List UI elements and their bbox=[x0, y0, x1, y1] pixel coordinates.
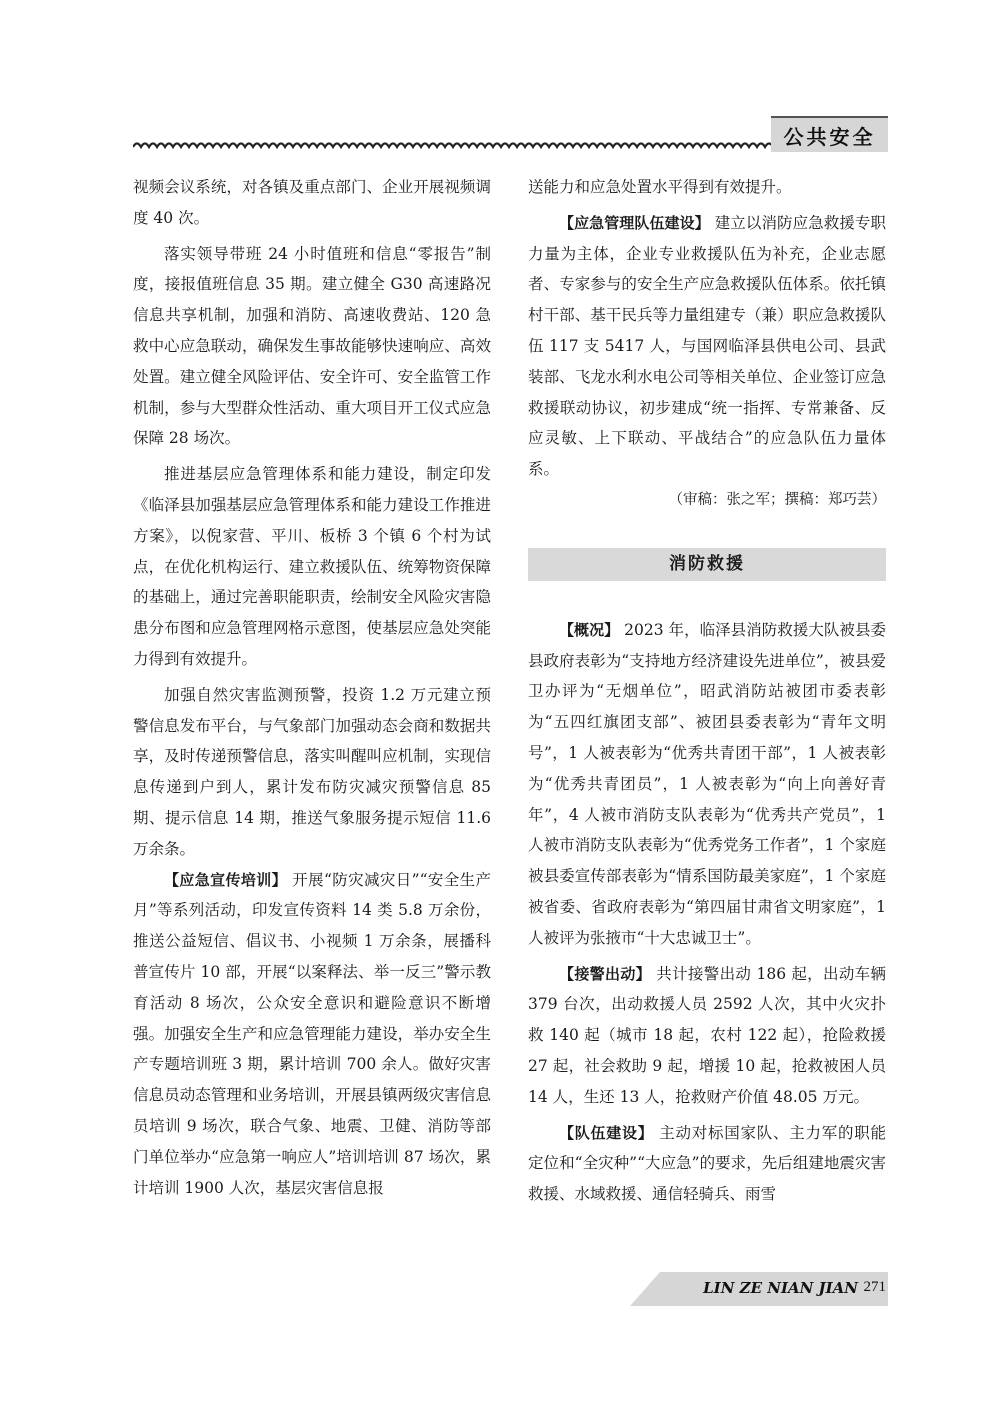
page-footer bbox=[630, 1272, 888, 1306]
section-heading-bar bbox=[528, 548, 886, 581]
section-keyword: 【队伍建设】 bbox=[559, 1123, 654, 1142]
section-heading: 消防救援 bbox=[669, 553, 745, 574]
paragraph bbox=[133, 865, 491, 1204]
section-keyword: 【概况】 bbox=[559, 620, 620, 639]
paragraph-text: 主动对标国家队、主力军的职能定位和“全灾种”“大应急”的要求，先后组建地震灾害救援、水域救援、通信轻骑兵、雨雪 bbox=[528, 1123, 886, 1204]
paragraph bbox=[528, 208, 886, 485]
paragraph bbox=[528, 1118, 886, 1210]
header-wave-divider bbox=[133, 137, 773, 153]
footer-title: LIN ZE NIAN JIAN bbox=[703, 1279, 858, 1297]
page-number: 271 bbox=[863, 1279, 886, 1295]
section-keyword: 【应急宣传培训】 bbox=[164, 870, 287, 889]
paragraph-text: 共计接警出动 186 起，出动车辆 379 台次，出动救援人员 2592 人次，其中火灾扑救 140 起（城市 18 起，农村 122 起），抢险救援 27 起，社会救助 9 起，增援 10 起，抢救被困人员 14 人，生还 13 人，抢救财产价值 48.05 万元。 bbox=[528, 964, 886, 1106]
paragraph: 推进基层应急管理体系和能力建设，制定印发《临泽县加强基层应急管理体系和能力建设工作推进方案》，以倪家营、平川、板桥 3 个镇 6 个村为试点，在优化机构运行、建立救援队伍、统筹物资保障的基础上，通过完善职能职责，绘制安全风险灾害隐患分布图和应急管理网格示意图，使基层应急处突能力得到有效提升。 bbox=[133, 465, 491, 668]
left-column bbox=[133, 172, 491, 1203]
paragraph-text: 开展“防灾减灾日”“安全生产月”等系列活动，印发宣传资料 14 类 5.8 万余份，推送公益短信、倡议书、小视频 1 万余条，展播科普宣传片 10 部，开展“以案释法、举一反三”警示教育活动 8 场次，公众安全意识和避险意识不断增强。加强安全生产和应急管理能力建设，举办安全生产专题培训班 3 期，累计培训 700 余人。做好灾害信息员动态管理和业务培训，开展县镇两级灾害信息员培训 9 场次，联合气象、地震、卫健、消防等部门单位举办“应急第一响应人”培训培训 87 场次，累计培训 1900 人次，基层灾害信息报 bbox=[133, 870, 491, 1197]
section-keyword: 【应急管理队伍建设】 bbox=[559, 213, 710, 232]
paragraph: 视频会议系统，对各镇及重点部门、企业开展视频调度 40 次。 bbox=[133, 178, 491, 227]
paragraph-text: 2023 年，临泽县消防救援大队被县委县政府表彰为“支持地方经济建设先进单位”，被县爱卫办评为“无烟单位”，昭武消防站被团市委表彰为“五四红旗团支部”、被团县委表彰为“青年文明号”，1 人被表彰为“优秀共青团干部”，1 人被表彰为“优秀共青团员”，1 人被表彰为“向上向善好青年”，4 人被市消防支队表彰为“优秀共产党员”，1 人被市消防支队表彰为“优秀党务工作者”，1 个家庭被县委宣传部表彰为“情系国防最美家庭”，1 个家庭被省委、省政府表彰为“第四届甘肃省文明家庭”，1 人被评为张掖市“十大忠诚卫士”。 bbox=[528, 620, 886, 947]
right-column bbox=[528, 172, 886, 1210]
paragraph: 落实领导带班 24 小时值班和信息“零报告”制度，接报值班信息 35 期。建立健全 G30 高速路况信息共享机制，加强和消防、高速收费站、120 急救中心应急联动，确保发生事故能够快速响应、高效处置。建立健全风险评估、安全许可、安全监管工作机制，参与大型群众性活动、重大项目开工仪式应急保障 28 场次。 bbox=[133, 244, 491, 448]
section-keyword: 【接警出动】 bbox=[559, 964, 651, 983]
paragraph: 送能力和应急处置水平得到有效提升。 bbox=[528, 178, 792, 196]
paragraph bbox=[528, 959, 886, 1113]
paragraph: 加强自然灾害监测预警，投资 1.2 万元建立预警信息发布平台，与气象部门加强动态会商和数据共享，及时传递预警信息，落实叫醒叫应机制，实现信息传递到户到人，累计发布防灾减灾预警信息 85 期、提示信息 14 期，推送气象服务提示短信 11.6 万余条。 bbox=[133, 685, 491, 858]
paragraph-text: 建立以消防应急救援专职力量为主体，企业专业救援队伍为补充，企业志愿者、专家参与的安全生产应急救援队伍体系。依托镇村干部、基干民兵等力量组建专（兼）职应急救援队伍 117 支 5417 人，与国网临泽县供电公司、县武装部、飞龙水利水电公司等相关单位、企业签订应急救援联动协议，初步建成“统一指挥、专常兼备、反应灵敏、上下联动、平战结合”的应急队伍力量体系。 bbox=[528, 213, 886, 479]
paragraph bbox=[528, 615, 886, 954]
byline: （审稿：张之军；撰稿：郑巧芸） bbox=[668, 491, 886, 508]
section-label-badge: 公共安全 bbox=[771, 116, 888, 152]
